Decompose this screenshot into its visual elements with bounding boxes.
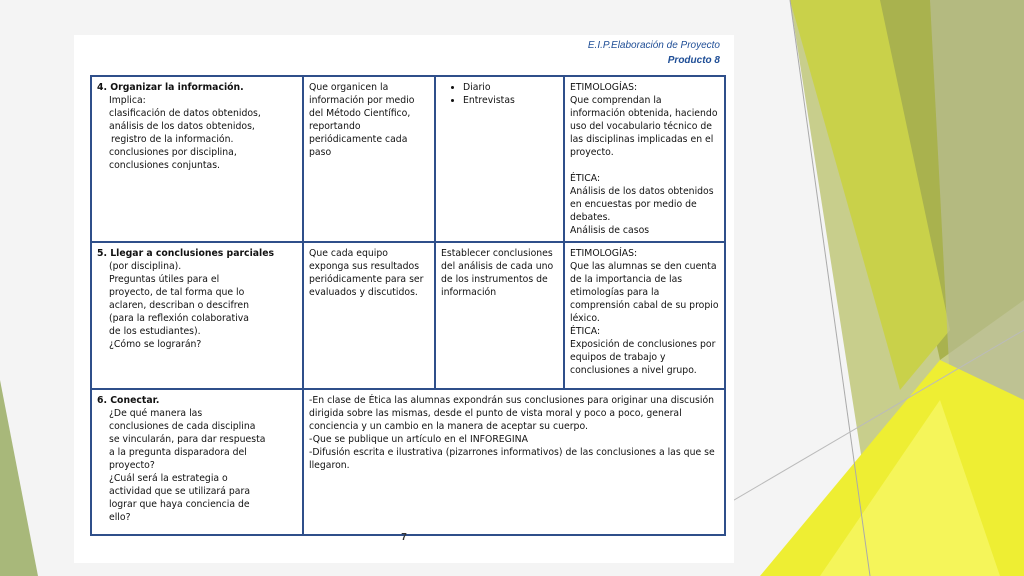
instrument-list [441,81,558,107]
step-item: ello? [109,512,131,523]
activity-cell: Que organicen la información por medio del Método Científico, reportando periódicamente cada paso [303,76,435,242]
step-item: proyecto, de tal forma que lo [109,287,245,298]
project-table [90,75,726,536]
discipline-heading: ETIMOLOGÍAS: [570,82,638,93]
step-item: conclusiones por disciplina, [109,147,237,158]
step-item: clasificación de datos obtenidos, [109,108,261,119]
strategy-text: -Difusión escrita e ilustrativa (pizarrones informativos) de las conclusiones a las que se llegaron. [309,447,715,471]
discipline-text: Exposición de conclusiones por equipos de trabajo y conclusiones a nivel grupo. [570,339,716,376]
step-item: actividad que se utilizará para [109,486,251,497]
step-cell [91,389,303,535]
step-item: Implica: [109,95,146,106]
list-item: • Diario [463,81,558,94]
step-cell [91,76,303,242]
step-title: 5. Llegar a conclusiones parciales [97,248,275,259]
discipline-text: Que las alumnas se den cuenta de la importancia de las etimologías para la comprensión cabal de su propio léxico. [570,261,719,324]
step-item: proyecto? [109,460,155,471]
header-project-title: E.I.P.Elaboración de Proyecto [587,40,720,51]
discipline-heading: ETIMOLOGÍAS: [570,248,638,259]
step-item: registro de la información. [111,134,234,145]
step-item: conclusiones de cada disciplina [109,421,256,432]
discipline-cell [564,242,725,389]
table-row [91,76,725,242]
step-item: de los estudiantes). [109,326,201,337]
step-item: conclusiones conjuntas. [109,160,221,171]
step-item: Preguntas útiles para el [109,274,220,285]
discipline-heading: ÉTICA: [570,326,601,337]
table-row [91,389,725,535]
page-number: 7 [401,532,407,543]
discipline-cell [564,76,725,242]
discipline-text: Análisis de los datos obtenidos en encuestas por medio de debates. [570,186,714,223]
strategy-text: -En clase de Ética las alumnas expondrán sus conclusiones para originar una discusión dirigida sobre las mismas, desde el punto de vista moral y poco a poco, general conciencia y un cambio en la manera de aceptar su cuerpo. [309,395,715,432]
step-item: análisis de los datos obtenidos, [109,121,255,132]
instrument-cell [435,76,564,242]
step-item: lograr que haya conciencia de [109,499,250,510]
step-item: a la pregunta disparadora del [109,447,247,458]
step-item: ¿Cuál será la estrategia o [109,473,228,484]
header-product-label: Producto 8 [667,55,720,66]
strategy-text: -Que se publique un artículo en el INFOREGINA [309,434,528,445]
table-row [91,242,725,389]
step-item: ¿Cómo se lograrán? [109,339,202,350]
list-item: • Entrevistas [463,94,558,107]
step-title: 4. Organizar la información. [97,82,244,93]
instrument-cell: Establecer conclusiones del análisis de cada uno de los instrumentos de información [435,242,564,389]
strategy-cell [303,389,725,535]
discipline-heading: ÉTICA: [570,173,601,184]
activity-cell: Que cada equipo exponga sus resultados periódicamente para ser evaluados y discutidos. [303,242,435,389]
document-page [74,35,734,563]
step-item: (para la reflexión colaborativa [109,313,249,324]
step-cell [91,242,303,389]
step-item: ¿De qué manera las [109,408,203,419]
discipline-text: Que comprendan la información obtenida, haciendo uso del vocabulario técnico de las disciplinas implicadas en el proyecto. [570,95,718,158]
step-item: se vincularán, para dar respuesta [109,434,266,445]
step-item: aclaren, describan o descifren [109,300,249,311]
left-green-triangle [0,380,38,576]
step-title: 6. Conectar. [97,395,160,406]
step-item: (por disciplina). [109,261,182,272]
discipline-text: Análisis de casos [570,225,650,236]
